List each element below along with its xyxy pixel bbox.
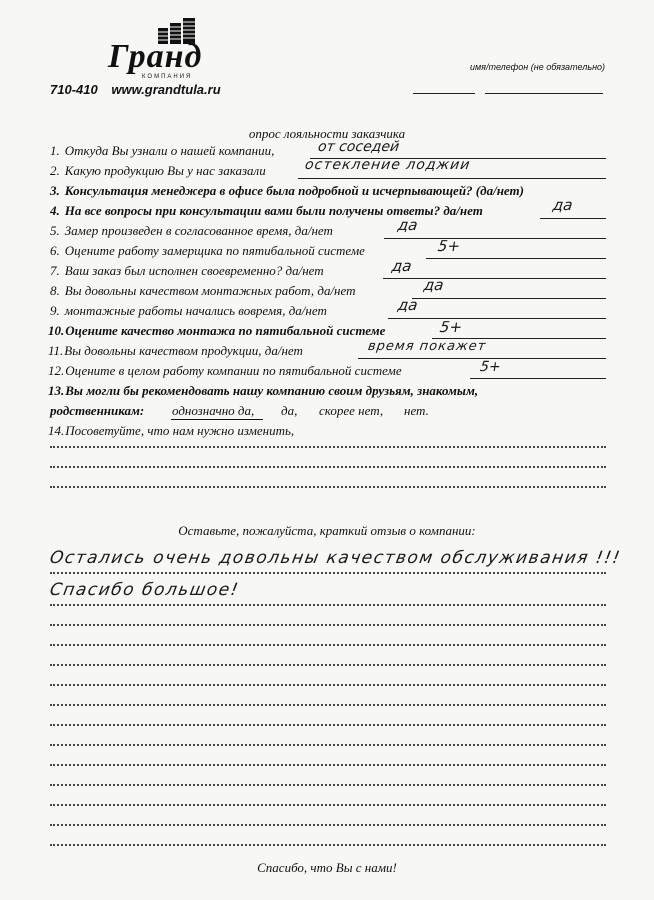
answer-line-12[interactable]	[470, 378, 606, 379]
answer-4: да	[551, 196, 574, 214]
company-logo	[108, 18, 208, 80]
answer-12: 5+	[478, 359, 502, 375]
company-phone: 710-410	[50, 82, 98, 97]
question-text: родственникам:	[50, 403, 145, 418]
review-text-line-2: Спасибо большое!	[48, 580, 241, 600]
question-text: Какую продукцию Вы у нас заказали	[64, 163, 266, 178]
review-line[interactable]	[50, 684, 606, 686]
answer-8: да	[422, 276, 445, 294]
review-text-line-1: Остались очень довольны качеством обслуживания !!!	[48, 548, 623, 568]
question-number: 3.	[50, 183, 60, 198]
review-line[interactable]	[50, 624, 606, 626]
question-number: 1.	[50, 143, 60, 158]
question-9	[50, 303, 327, 319]
question-number: 12.	[48, 363, 65, 378]
question-text: Замер произведен в согласованное время, да/нет	[64, 223, 333, 238]
question-text: монтажные работы начались вовремя, да/нет	[64, 303, 327, 318]
review-line[interactable]	[50, 604, 606, 606]
answer-line-9[interactable]	[388, 318, 606, 319]
review-line[interactable]	[50, 572, 606, 574]
question-number: 9.	[50, 303, 60, 318]
name-field-line[interactable]	[413, 93, 475, 94]
answer-1: от соседей	[316, 139, 401, 155]
question-text: Ваш заказ был исполнен своевременно? да/нет	[64, 263, 324, 278]
company-contact	[50, 82, 221, 97]
review-line[interactable]	[50, 784, 606, 786]
question-13	[48, 383, 478, 399]
question-10	[48, 323, 385, 339]
question-text: На все вопросы при консультации вами были получены ответы? да/нет	[64, 203, 483, 218]
suggestion-line[interactable]	[50, 446, 606, 448]
question-3	[50, 183, 524, 199]
question-11	[48, 343, 303, 359]
answer-line-7[interactable]	[383, 278, 606, 279]
question-8	[50, 283, 356, 299]
answer-line-6[interactable]	[426, 258, 606, 259]
question-7	[50, 263, 324, 279]
question-number: 4.	[50, 203, 60, 218]
question-2	[50, 163, 266, 179]
q13-option-2[interactable]: скорее нет,	[319, 403, 384, 418]
answer-7: да	[390, 257, 413, 275]
q13-selected-underline	[171, 419, 263, 420]
survey-title: опрос лояльности заказчика	[248, 126, 406, 141]
suggestion-line[interactable]	[50, 486, 606, 488]
review-line[interactable]	[50, 744, 606, 746]
phone-field-line[interactable]	[485, 93, 603, 94]
question-number: 14.	[48, 423, 65, 438]
question-text: Вы довольны качеством монтажных работ, да/нет	[64, 283, 356, 298]
answer-6: 5+	[436, 237, 462, 255]
review-line[interactable]	[50, 844, 606, 846]
question-number: 8.	[50, 283, 60, 298]
question-14	[48, 423, 294, 439]
question-text: Посоветуйте, что нам нужно изменить,	[65, 423, 295, 438]
review-line[interactable]	[50, 644, 606, 646]
question-text: Оцените в целом работу компании по пятибальной системе	[65, 363, 402, 378]
question-number: 2.	[50, 163, 60, 178]
answer-11: время покажет	[366, 339, 488, 354]
review-line[interactable]	[50, 704, 606, 706]
question-number: 10.	[48, 323, 65, 338]
review-line[interactable]	[50, 804, 606, 806]
q13-option-0[interactable]: однозначно да,	[172, 403, 255, 418]
question-text: Консультация менеджера в офисе была подробной и исчерпывающей? (да/нет)	[64, 183, 524, 198]
suggestion-line[interactable]	[50, 466, 606, 468]
question-text: Вы довольны качеством продукции, да/нет	[64, 343, 303, 358]
review-prompt: Оставьте, пожалуйста, краткий отзыв о компании:	[178, 523, 476, 538]
question-number: 7.	[50, 263, 60, 278]
answer-2: остекление лоджии	[303, 157, 472, 173]
answer-line-2[interactable]	[298, 178, 606, 179]
answer-line-4[interactable]	[540, 218, 606, 219]
answer-10: 5+	[438, 318, 464, 336]
question-5	[50, 223, 333, 239]
review-line[interactable]	[50, 664, 606, 666]
company-name: Гранд	[108, 38, 203, 75]
q13-option-3[interactable]: нет.	[404, 403, 429, 418]
answer-5: да	[396, 216, 419, 234]
question-number: 5.	[50, 223, 60, 238]
question-number: 6.	[50, 243, 60, 258]
question-number: 11.	[48, 343, 64, 358]
question-text: Оцените работу замерщика по пятибальной системе	[64, 243, 365, 258]
answer-line-5[interactable]	[384, 238, 606, 239]
question-13-line2	[50, 403, 144, 419]
question-text: Откуда Вы узнали о нашей компании,	[64, 143, 275, 158]
question-1	[50, 143, 274, 159]
answer-9: да	[396, 296, 419, 314]
question-6	[50, 243, 365, 259]
review-line[interactable]	[50, 824, 606, 826]
answer-line-8[interactable]	[412, 298, 606, 299]
review-line[interactable]	[50, 764, 606, 766]
question-12	[48, 363, 402, 379]
question-text: Вы могли бы рекомендовать нашу компанию своим друзьям, знакомым,	[65, 383, 479, 398]
footer-thanks: Спасибо, что Вы с нами!	[257, 860, 397, 875]
company-website[interactable]: www.grandtula.ru	[111, 82, 221, 97]
q13-option-1[interactable]: да,	[281, 403, 298, 418]
review-line[interactable]	[50, 724, 606, 726]
question-text: Оцените качество монтажа по пятибальной системе	[65, 323, 386, 338]
contact-label: имя/телефон (не обязательно)	[470, 62, 606, 72]
company-sub: КОМПАНИЯ	[142, 74, 193, 80]
question-number: 13.	[48, 383, 65, 398]
